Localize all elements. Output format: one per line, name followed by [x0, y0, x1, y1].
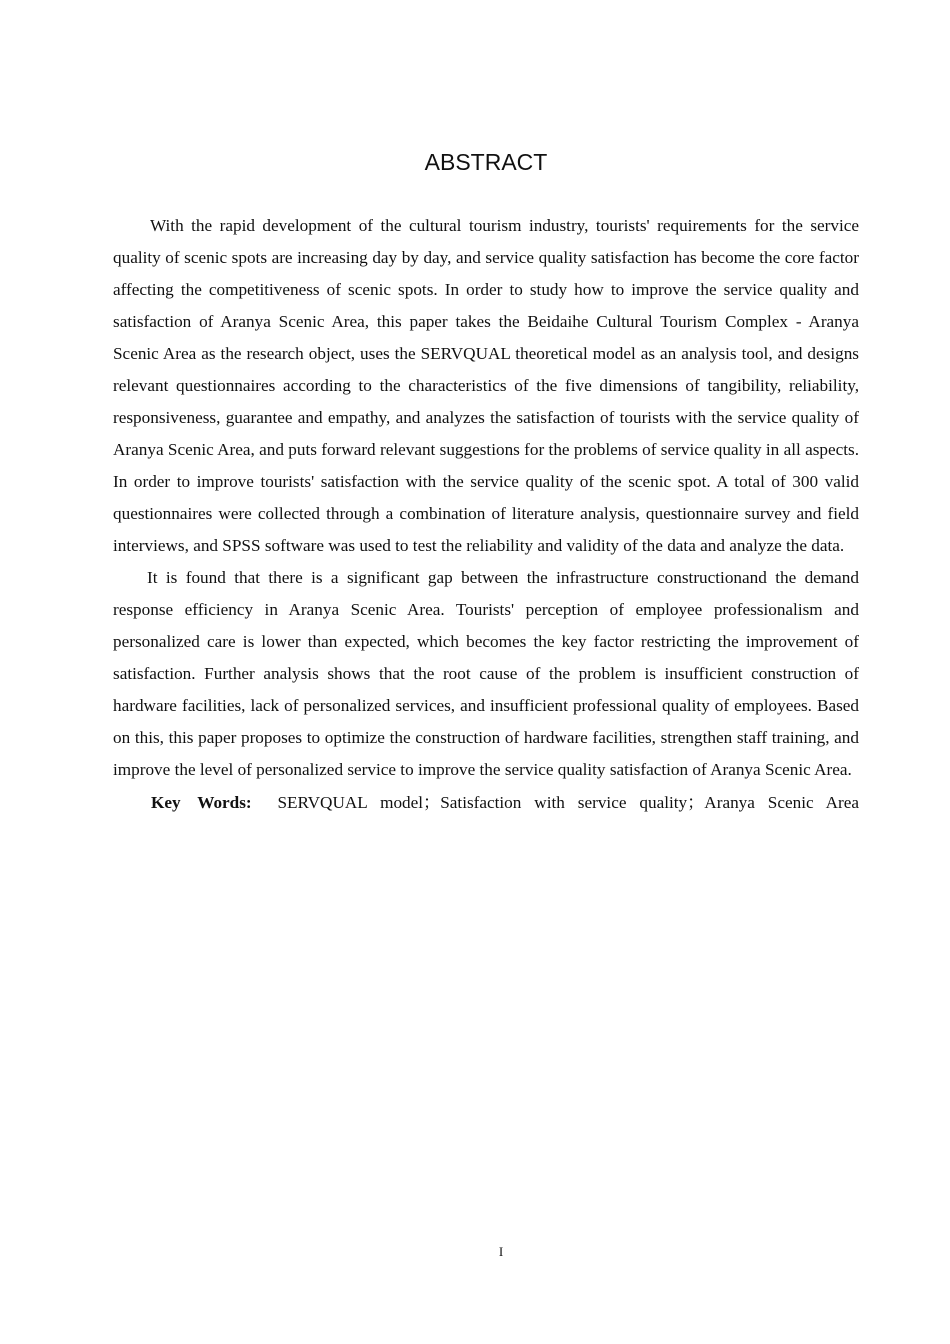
- keywords-text: SERVQUAL model；Satisfaction with service quality；Aranya Scenic Area: [277, 793, 859, 812]
- abstract-title: ABSTRACT: [424, 149, 548, 175]
- abstract-paragraph-2: It is found that there is a significant gap between the infrastructure constructionand the demand response efficiency in Aranya Scenic Area. Tourists' perception of employee professionalism and personalized care is lower than expected, which becomes the key factor restricting the improvement of satisfaction. Further analysis shows that the root cause of the problem is insufficient construction of hardware facilities, lack of personalized services, and insufficient professional quality of employees. Based on this, this paper proposes to optimize the construction of hardware facilities, strengthen staff training, and improve the level of personalized service to improve the service quality satisfaction of Aranya Scenic Area.: [113, 568, 859, 779]
- abstract-paragraph-1: With the rapid development of the cultural tourism industry, tourists' requirements for the service quality of scenic spots are increasing day by day, and service quality satisfaction has become the core factor affecting the competitiveness of scenic spots. In order to study how to improve the service quality and satisfaction of Aranya Scenic Area, this paper takes the Beidaihe Cultural Tourism Complex - Aranya Scenic Area as the research object, uses the SERVQUAL theoretical model as an analysis tool, and designs relevant questionnaires according to the characteristics of the five dimensions of tangibility, reliability, responsiveness, guarantee and empathy, and analyzes the satisfaction of tourists with the service quality of Aranya Scenic Area, and puts forward relevant suggestions for the problems of service quality in all aspects. In order to improve tourists' satisfaction with the service quality of the scenic spot. A total of 300 valid questionnaires were collected through a combination of literature analysis, questionnaire survey and field interviews, and SPSS software was used to test the reliability and validity of the data and analyze the data.: [113, 216, 859, 555]
- abstract-body: [113, 210, 859, 819]
- page-number: I: [498, 1244, 504, 1259]
- keywords-line: [113, 787, 859, 819]
- keywords-label: Key Words:: [151, 793, 252, 812]
